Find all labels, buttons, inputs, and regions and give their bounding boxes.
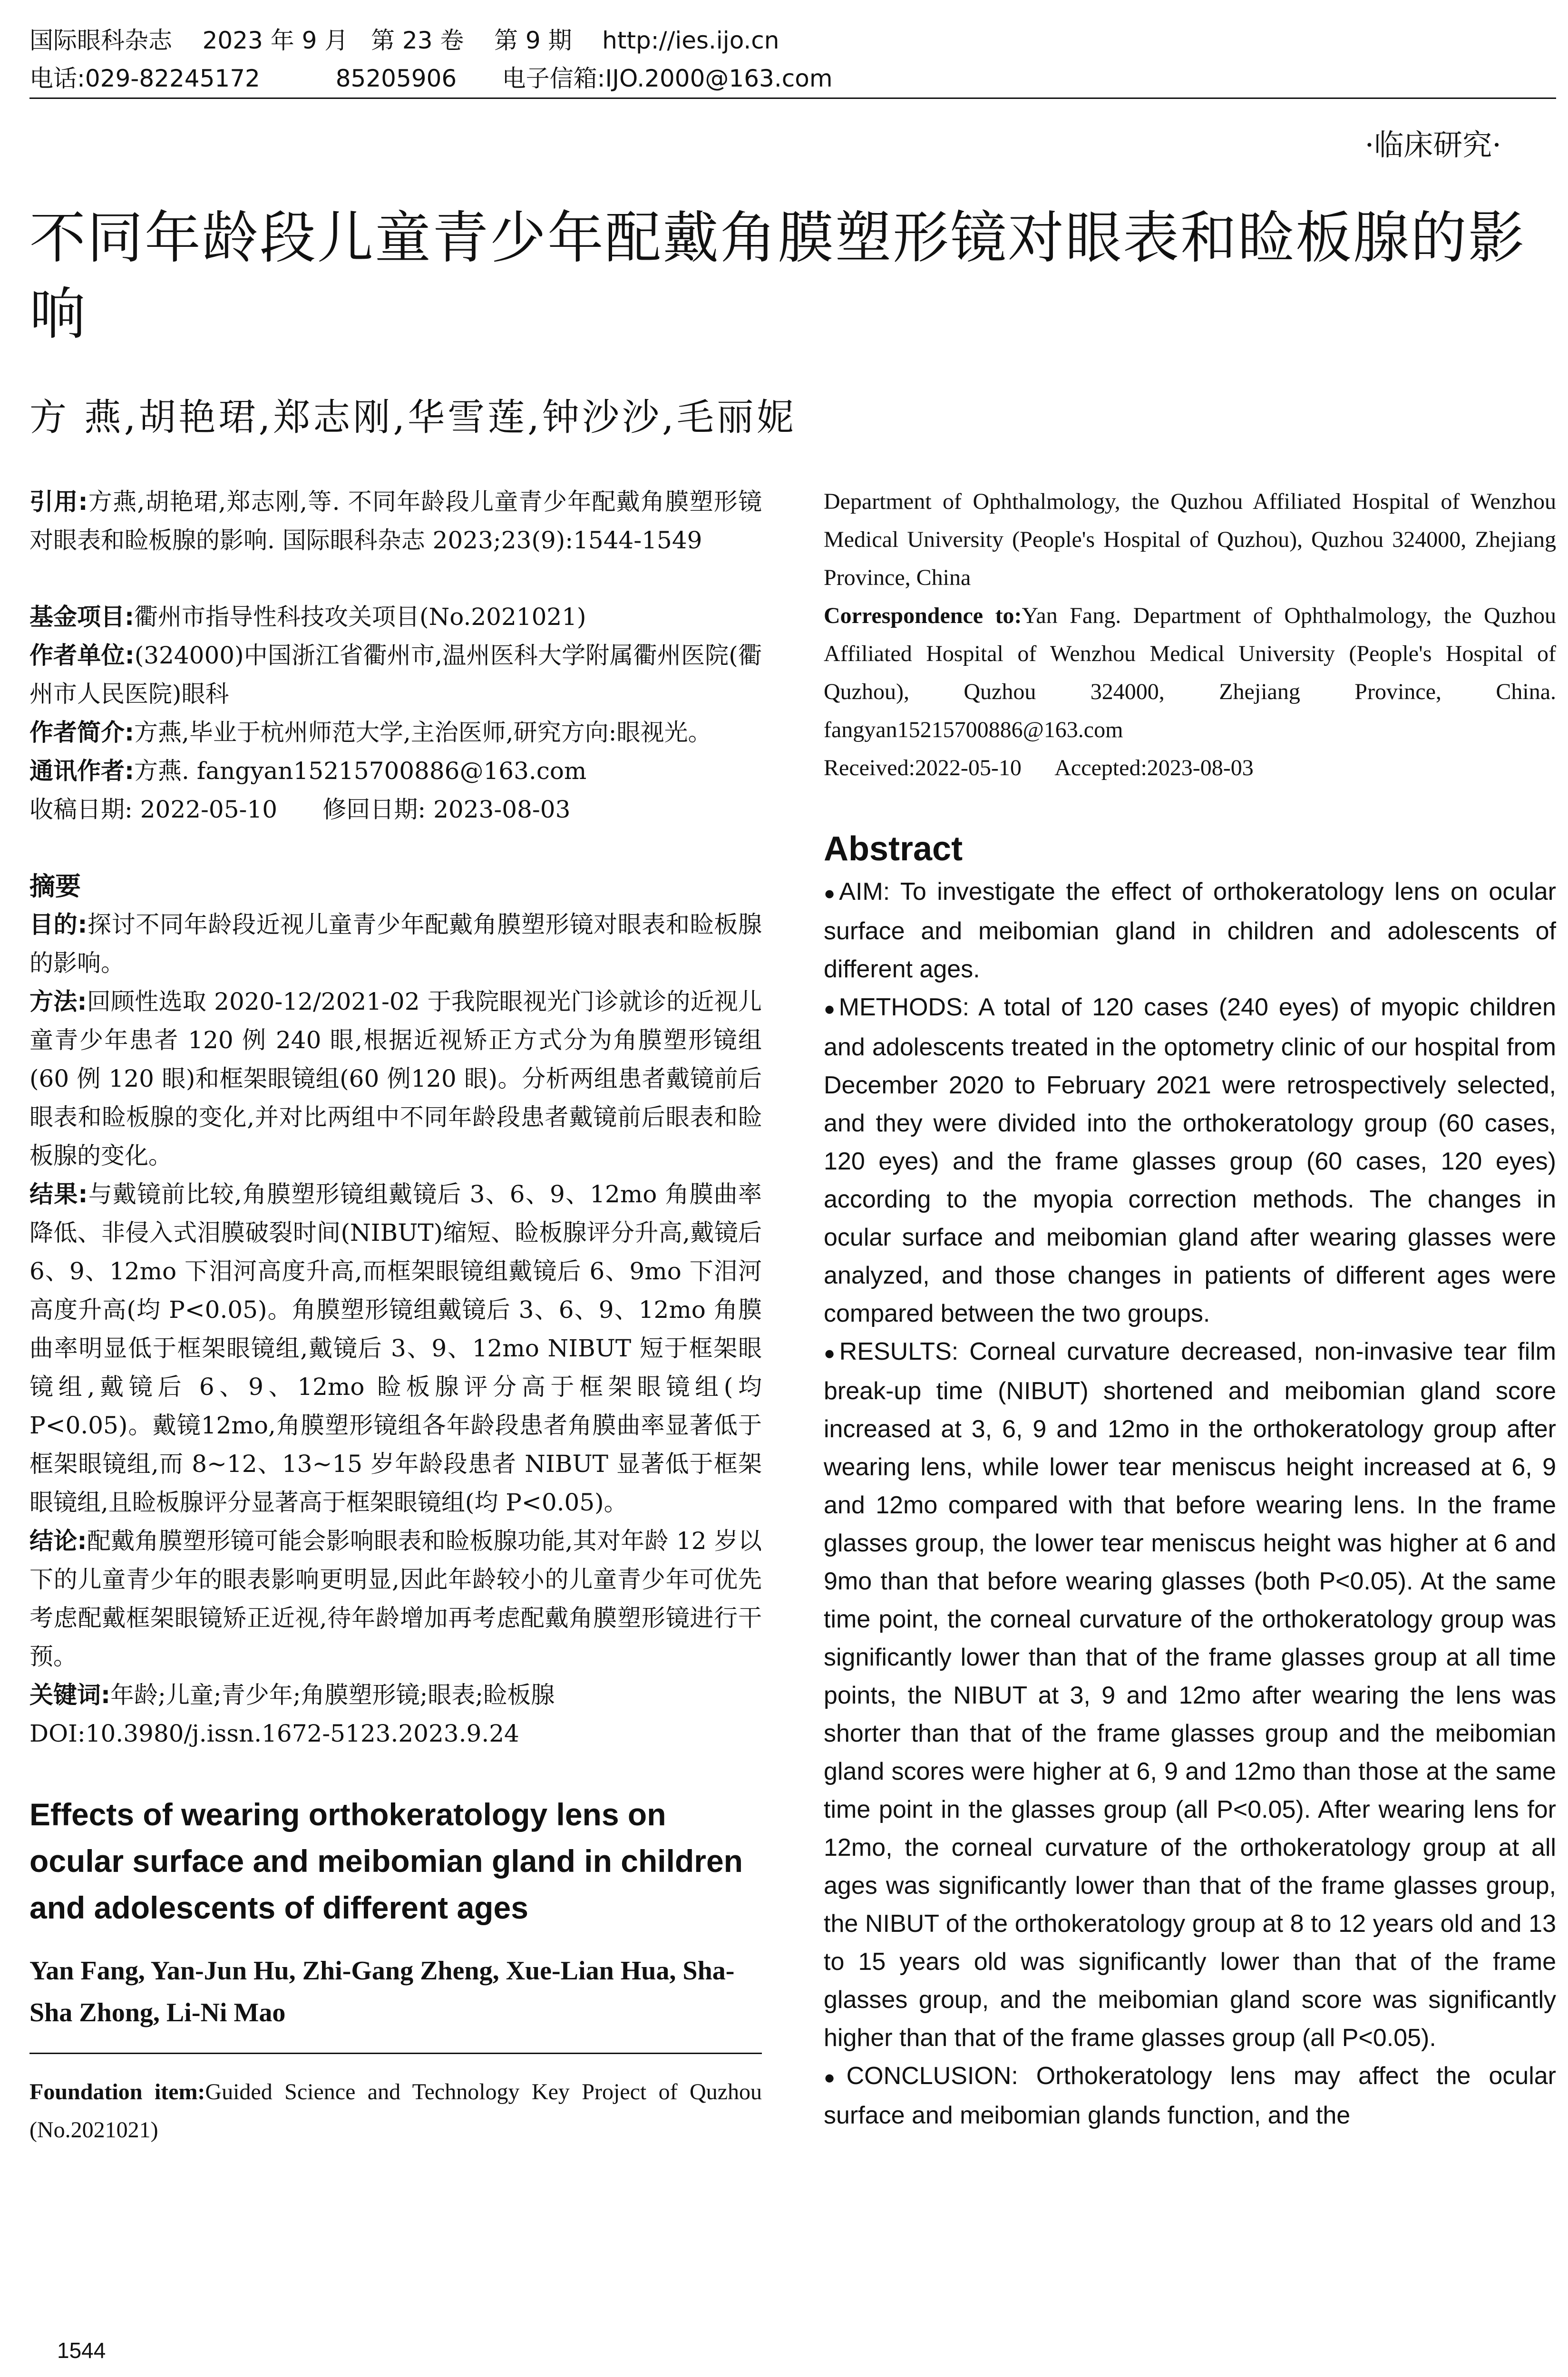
aim-en: ●AIM: To investigate the effect of orthokeratology lens on ocular surface and meibomian gland in children and adolescents of different ages. (824, 878, 1556, 984)
bullet-icon: ● (824, 1342, 839, 1364)
dates-cn: 收稿日期: 2022-05-10 修回日期: 2023-08-03 (29, 796, 571, 823)
keywords-cn: 关键词:年龄;儿童;青少年;角膜塑形镜;眼表;睑板腺 (29, 1681, 555, 1709)
methods-cn: 方法:回顾性选取 2020-12/2021-02 于我院眼视光门诊就诊的近视儿童青少年患者 120 例 240 眼,根据近视矫正方式分为角膜塑形镜组(60 例 120 眼)和框架眼镜组(60 例120 眼)。分析两组患者戴镜前后眼表和睑板腺的变化,并对比两组中不同年龄段患者戴镜前后眼表和睑板腺的变化。 (29, 988, 762, 1169)
author-unit: 作者单位:(324000)中国浙江省衢州市,温州医科大学附属衢州医院(衢州市人民医院)眼科 (29, 642, 762, 708)
results-en: ●RESULTS: Corneal curvature decreased, non-invasive tear film break-up time (NIBUT) shortened and meibomian gland score increased at 3, 6, 9 and 12mo in the orthokeratology group after wearing lens, while lower tear meniscus height increased at 6, 9 and 12mo compared with that before wearing lens. In the frame glasses group, the lower tear meniscus height was higher at 6 and 9mo than that before wearing glasses (both P<0.05). At the same time point, the corneal curvature of the orthokeratology group was significantly lower than that of the frame glasses group at all time points, the NIBUT at 3, 9 and 12mo after wearing the lens was shorter than that of the frame glasses group and the meibomian gland scores were higher at 6, 9 and 12mo than those at the same time point in the glasses group (all P<0.05). After wearing lens for 12mo, the corneal curvature of the orthokeratology group at all ages was significantly lower than that of the frame glasses group, the NIBUT of the orthokeratology group at 8 to 12 years old and 13 to 15 years old was significantly lower than that of the frame glasses group, and the meibomian gland score was significantly higher than that of the frame glasses group (all P<0.05). (824, 1337, 1557, 2052)
header-divider (29, 97, 1556, 99)
journal-header-line1: 国际眼科杂志 2023 年 9 月 第 23 卷 第 9 期 http://ies.ijo.cn (29, 27, 779, 54)
conclusion-en: ●CONCLUSION: Orthokeratology lens may affect the ocular surface and meibomian glands function, and the (824, 2062, 1556, 2130)
abstract-heading-en: Abstract (824, 830, 963, 868)
methods-en: ●METHODS: A total of 120 cases (240 eyes) of myopic children and adolescents treated in the optometry clinic of our hospital from December 2020 to February 2021 were retrospectively selected, and they were divided into the orthokeratology group (60 cases, 120 eyes) and the frame glasses group (60 cases, 120 eyes) according to the myopia correction methods. The changes in ocular surface and meibomian gland after wearing glasses were analyzed, and those changes in patients of different ages were compared between the two groups. (824, 994, 1556, 1327)
foundation-item: Foundation item:Guided Science and Technology Key Project of Quzhou (No.2021021) (29, 2079, 762, 2143)
author-intro: 作者简介:方燕,毕业于杭州师范大学,主治医师,研究方向:眼视光。 (29, 719, 712, 746)
conclusion-cn: 结论:配戴角膜塑形镜可能会影响眼表和睑板腺功能,其对年龄 12 岁以下的儿童青少年的眼表影响更明显,因此年龄较小的儿童青少年可优先考虑配戴框架眼镜矫正近视,待年龄增加再考虑配戴角膜塑形镜进行干预。 (29, 1527, 762, 1670)
bullet-icon: ● (824, 998, 839, 1020)
doi: DOI:10.3980/j.issn.1672-5123.2023.9.24 (29, 1720, 519, 1747)
bullet-icon: ● (824, 2067, 847, 2088)
authors-cn: 方 燕,胡艳珺,郑志刚,华雪莲,钟沙沙,毛丽妮 (29, 396, 797, 439)
results-cn: 结果:与戴镜前比较,角膜塑形镜组戴镜后 3、6、9、12mo 角膜曲率降低、非侵入式泪膜破裂时间(NIBUT)缩短、睑板腺评分升高,戴镜后 6、9、12mo 下泪河高度升高,而框架眼镜组戴镜后 6、9mo 下泪河高度升高(均 P<0.05)。角膜塑形镜组戴镜后 3、6、9、12mo 角膜曲率明显低于框架眼镜组,戴镜后 3、9、12mo NIBUT 短于框架眼镜组,戴镜后 6、9、12mo 睑板腺评分高于框架眼镜组(均 P<0.05)。戴镜12mo,角膜塑形镜组各年龄段患者角膜曲率显著低于框架眼镜组,而 8~12、13~15 岁年龄段患者 NIBUT 显著低于框架眼镜组,且睑板腺评分显著高于框架眼镜组(均 P<0.05)。 (29, 1180, 762, 1516)
department-en: Department of Ophthalmology, the Quzhou Affiliated Hospital of Wenzhou Medical University (People's Hospital of Quzhou), Quzhou 324000, Zhejiang Province, China (824, 489, 1556, 590)
page-number: 1544 (57, 2338, 106, 2363)
bullet-icon: ● (824, 883, 839, 904)
left-column (29, 483, 762, 2149)
corresponding-author: 通讯作者:方燕. fangyan15215700886@163.com (29, 757, 587, 785)
fund-info: 基金项目:衢州市指导性科技攻关项目(No.2021021) (29, 603, 586, 631)
aim-cn: 目的:探讨不同年龄段近视儿童青少年配戴角膜塑形镜对眼表和睑板腺的影响。 (29, 911, 762, 977)
dates-en: Received:2022-05-10 Accepted:2023-08-03 (824, 755, 1254, 780)
journal-header-line2: 电话:029-82245172 85205906 电子信箱:IJO.2000@163.com (29, 65, 833, 92)
correspondence-en: Correspondence to:Yan Fang. Department of Ophthalmology, the Quzhou Affiliated Hospital of Wenzhou Medical University (People's Hospital of Quzhou), Quzhou 324000, Zhejiang Province, China. fangyan15215700886@163.com (824, 603, 1556, 742)
right-column (824, 483, 1556, 2134)
authors-en: Yan Fang, Yan-Jun Hu, Zhi-Gang Zheng, Xue-Lian Hua, Sha-Sha Zhong, Li-Ni Mao (29, 1956, 735, 2027)
citation: 引用:方燕,胡艳珺,郑志刚,等. 不同年龄段儿童青少年配戴角膜塑形镜对眼表和睑板腺的影响. 国际眼科杂志 2023;23(9):1544-1549 (29, 488, 762, 554)
abstract-heading-cn: 摘要 (29, 871, 81, 901)
article-title-cn: 不同年龄段儿童青少年配戴角膜塑形镜对眼表和睑板腺的影响 (29, 205, 1526, 347)
article-title-en: Effects of wearing orthokeratology lens on ocular surface and meibomian gland in children and adolescents of different ages (29, 1797, 743, 1925)
section-tag: ·临床研究· (1364, 127, 1501, 162)
